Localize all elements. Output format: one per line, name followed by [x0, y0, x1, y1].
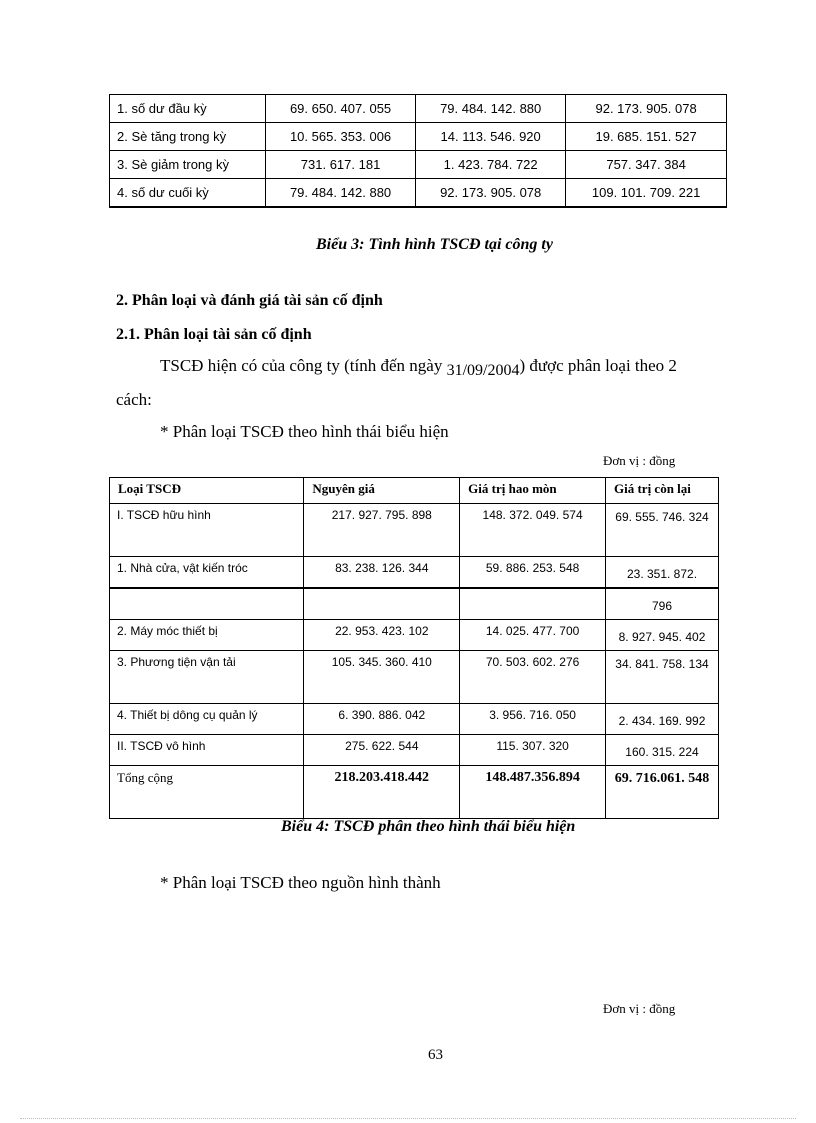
original-cost: 217. 927. 795. 898: [304, 504, 460, 557]
table-row: [110, 704, 719, 735]
original-cost: 22. 953. 423. 102: [304, 620, 460, 651]
unit-label: Đơn vị : đồng: [603, 453, 676, 468]
cell-value: 69. 650. 407. 055: [266, 95, 416, 123]
column-header: Loại TSCĐ: [110, 478, 304, 504]
residual-value: 34. 841. 758. 134: [615, 657, 709, 671]
asset-type: [110, 588, 304, 620]
column-header: Nguyên giá: [304, 478, 460, 504]
table-row: [110, 95, 727, 123]
row-label: 4. số dư cuối kỳ: [110, 179, 266, 208]
total-residual-cell: [606, 766, 719, 819]
total-label: Tổng cộng: [110, 766, 304, 819]
table-row: [110, 588, 719, 620]
row-label: 2. Sè tăng trong kỳ: [110, 123, 266, 151]
page-number: 63: [428, 1047, 443, 1063]
total-original-cost: 218.203.418.442: [304, 766, 460, 819]
residual-value: 69. 555. 746. 324: [615, 510, 709, 524]
original-cost: 6. 390. 886. 042: [304, 704, 460, 735]
row-label: 3. Sè giảm trong kỳ: [110, 151, 266, 179]
residual-cell: [606, 504, 719, 557]
table-caption-1: Biểu 3: Tình hình TSCĐ tại công ty: [316, 236, 553, 253]
bullet-classification-form: * Phân loại TSCĐ theo hình thái biểu hiện: [160, 422, 449, 441]
depreciation: 14. 025. 477. 700: [460, 620, 606, 651]
asset-type: 4. Thiết bị dông cụ quản lý: [110, 704, 304, 735]
page-bottom-divider: [20, 1118, 796, 1119]
depreciation: 70. 503. 602. 276: [460, 651, 606, 704]
column-header: Giá trị hao mòn: [460, 478, 606, 504]
residual-value: 8. 927. 945. 402: [606, 620, 719, 651]
cell-value: 757. 347. 384: [566, 151, 727, 179]
table-row: [110, 504, 719, 557]
paragraph-line-2: cách:: [116, 390, 152, 409]
original-cost: [304, 588, 460, 620]
table-row: [110, 620, 719, 651]
original-cost: 105. 345. 360. 410: [304, 651, 460, 704]
table-row: [110, 651, 719, 704]
asset-type: II. TSCĐ vô hình: [110, 735, 304, 766]
column-header: Giá trị còn lại: [606, 478, 719, 504]
residual-value: 2. 434. 169. 992: [606, 704, 719, 735]
asset-type: 2. Máy móc thiết bị: [110, 620, 304, 651]
cell-value: 14. 113. 546. 920: [416, 123, 566, 151]
bullet-classification-source: * Phân loại TSCĐ theo nguồn hình thành: [160, 873, 441, 892]
original-cost: 275. 622. 544: [304, 735, 460, 766]
cell-value: 92. 173. 905. 078: [566, 95, 727, 123]
residual-value: 23. 351. 872.: [606, 557, 719, 589]
cell-value: 1. 423. 784. 722: [416, 151, 566, 179]
row-label: 1. số dư đầu kỳ: [110, 95, 266, 123]
table-row: [110, 151, 727, 179]
depreciation: 115. 307. 320: [460, 735, 606, 766]
depreciation: 148. 372. 049. 574: [460, 504, 606, 557]
cell-value: 79. 484. 142. 880: [266, 179, 416, 208]
asset-type: 3. Phương tiện vận tải: [110, 651, 304, 704]
table-total-row: [110, 766, 719, 819]
cell-value: 79. 484. 142. 880: [416, 95, 566, 123]
depreciation: 59. 886. 253. 548: [460, 557, 606, 589]
table-header-row: [110, 478, 719, 504]
cell-value: 731. 617. 181: [266, 151, 416, 179]
residual-cell: [606, 651, 719, 704]
unit-label: Đơn vị : đồng: [603, 1001, 676, 1016]
paragraph-text: ) được phân loại theo 2: [519, 356, 677, 375]
original-cost: 83. 238. 126. 344: [304, 557, 460, 589]
cell-value: 109. 101. 709. 221: [566, 179, 727, 208]
table-row: [110, 123, 727, 151]
subsection-heading: 2.1. Phân loại tài sản cố định: [116, 326, 312, 343]
residual-value: 796: [606, 588, 719, 620]
total-residual-value: 69. 716.061. 548: [614, 771, 710, 786]
asset-type: I. TSCĐ hữu hình: [110, 504, 304, 557]
table-row: [110, 179, 727, 208]
residual-value: 160. 315. 224: [606, 735, 719, 766]
table-caption-2: Biểu 4: TSCĐ phân theo hình thái biểu hiện: [281, 818, 576, 835]
fixed-asset-classification-table: [109, 477, 719, 819]
fixed-asset-balance-table: [109, 94, 727, 208]
depreciation: [460, 588, 606, 620]
section-heading: 2. Phân loại và đánh giá tài sản cố định: [116, 292, 383, 309]
depreciation: 3. 956. 716. 050: [460, 704, 606, 735]
date-text: 31/09/2004: [446, 362, 520, 379]
table-row: [110, 557, 719, 589]
cell-value: 10. 565. 353. 006: [266, 123, 416, 151]
paragraph-text: TSCĐ hiện có của công ty (tính đến ngày: [160, 356, 443, 375]
cell-value: 19. 685. 151. 527: [566, 123, 727, 151]
paragraph-line-1: [160, 356, 677, 379]
total-depreciation: 148.487.356.894: [460, 766, 606, 819]
cell-value: 92. 173. 905. 078: [416, 179, 566, 208]
asset-type: 1. Nhà cửa, vật kiến tróc: [110, 557, 304, 589]
table-row: [110, 735, 719, 766]
